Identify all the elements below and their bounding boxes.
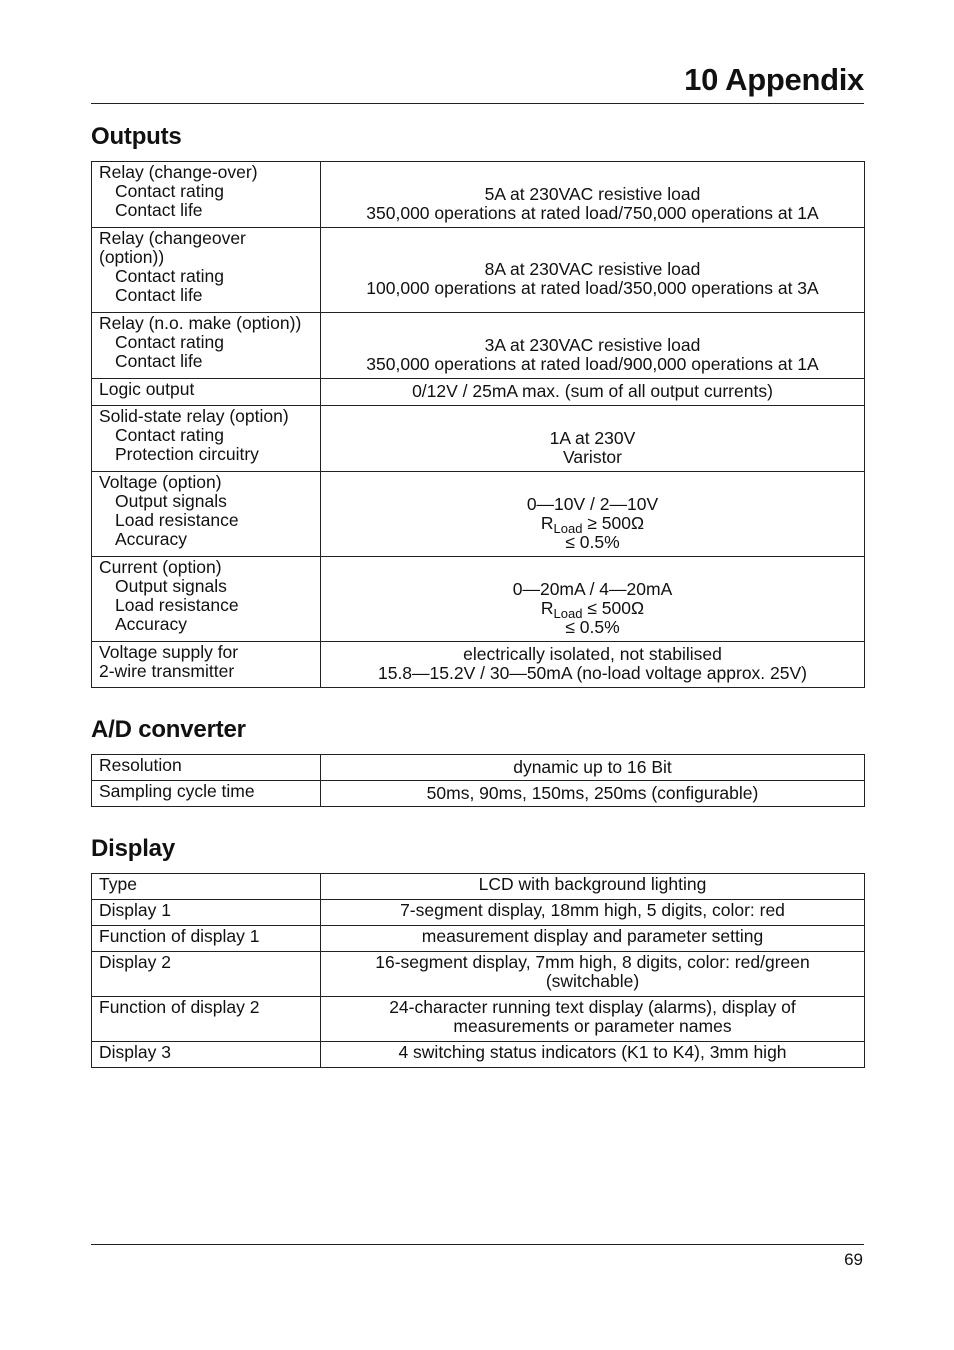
row-value: 4 switching status indicators (K1 to K4), 3mm high [321,1042,865,1068]
row-label [92,406,321,472]
row-label: Type [92,874,321,900]
row-label: Function of display 1 [92,926,321,952]
outputs-table [91,161,865,688]
row-label: Function of display 2 [92,997,321,1042]
subscript: Load [553,605,583,621]
row-item: Accuracy [115,529,187,549]
value-line: ≤ 0.5% [565,531,620,552]
row-item: Load resistance [115,510,239,530]
value-line: 3A at 230VAC resistive load [484,334,701,355]
row-item: Contact rating [115,425,224,445]
table-row [92,874,865,900]
row-value: 7-segment display, 18mm high, 5 digits, color: red [321,900,865,926]
value-line: 15.8—15.2V / 30—50mA (no-load voltage approx. 25V) [377,663,807,683]
row-value [321,162,865,228]
table-row [92,900,865,926]
row-item: Contact rating [115,181,224,201]
resistance-value: ≤ 500Ω [582,597,645,618]
resistance-symbol: R [540,512,554,533]
row-item: Contact life [115,351,203,371]
value-line: ≤ 0.5% [565,616,620,637]
table-row [92,997,865,1042]
display-table [91,873,865,1068]
value-line: 350,000 operations at rated load/900,000 operations at 1A [366,353,819,374]
section-title-display: Display [91,835,175,862]
value-line: 0/12V / 25mA max. (sum of all output currents) [412,381,773,401]
row-item: Accuracy [115,614,187,634]
row-name: Voltage (option) [99,472,222,492]
row-label: Display 2 [92,952,321,997]
table-row [92,379,865,406]
row-item: Protection circuitry [115,444,259,464]
table-row [92,952,865,997]
value-line [328,512,857,536]
resistance-symbol: R [540,597,554,618]
row-name: Relay (change-over) [99,162,258,182]
row-value [321,379,865,406]
row-label [92,162,321,228]
subscript: Load [553,520,583,536]
value-line: measurements or parameter names [453,1016,732,1036]
row-value [321,472,865,557]
header-rule [91,103,864,104]
row-name: (option)) [99,247,165,267]
table-row [92,472,865,557]
row-value [321,313,865,379]
row-value: dynamic up to 16 Bit [321,755,865,781]
row-item: Contact rating [115,332,224,352]
table-row [92,781,865,807]
chapter-title: 10 Appendix [684,62,864,97]
row-item: Load resistance [115,595,239,615]
row-name: Voltage supply for [99,642,239,662]
table-row [92,642,865,688]
row-label [92,228,321,313]
footer-rule [91,1244,864,1245]
value-line: 0—10V / 2—10V [526,493,659,514]
table-row [92,406,865,472]
value-line [328,597,857,621]
value-line: 100,000 operations at rated load/350,000 operations at 3A [366,278,819,298]
adc-table [91,754,865,807]
row-name: Relay (n.o. make (option)) [99,313,302,333]
value-line: electrically isolated, not stabilised [463,644,722,664]
row-label [92,313,321,379]
row-item: Output signals [115,576,227,596]
row-value: 50ms, 90ms, 150ms, 250ms (configurable) [321,781,865,807]
row-item: Contact life [115,285,203,305]
value-line: 24-character running text display (alarms), display of [389,997,796,1017]
row-name: Current (option) [99,557,222,577]
table-row [92,926,865,952]
table-row [92,755,865,781]
value-line: 0—20mA / 4—20mA [512,578,673,599]
row-name: Logic output [99,379,195,399]
row-value [321,406,865,472]
row-value: measurement display and parameter setting [321,926,865,952]
value-line: (switchable) [545,971,640,991]
row-label: Display 1 [92,900,321,926]
row-label [92,472,321,557]
row-item: Output signals [115,491,227,511]
value-line: 8A at 230VAC resistive load [484,259,701,279]
row-label: Display 3 [92,1042,321,1068]
row-item: Contact rating [115,266,224,286]
table-row [92,557,865,642]
section-title-adc: A/D converter [91,716,246,743]
row-value [321,952,865,997]
value-line: 5A at 230VAC resistive load [484,183,701,204]
value-line: 16-segment display, 7mm high, 8 digits, color: red/green [375,952,810,972]
resistance-value: ≥ 500Ω [582,512,645,533]
row-value [321,557,865,642]
row-value [321,228,865,313]
value-line: 350,000 operations at rated load/750,000 operations at 1A [366,202,819,223]
row-label [92,557,321,642]
row-label [92,642,321,688]
row-label: Resolution [92,755,321,781]
row-value [321,642,865,688]
row-name: Solid-state relay (option) [99,406,289,426]
table-row [92,313,865,379]
table-row [92,162,865,228]
page-number: 69 [844,1250,863,1269]
row-value [321,997,865,1042]
value-line: 1A at 230V [549,427,636,448]
table-row [92,228,865,313]
row-value: LCD with background lighting [321,874,865,900]
row-name: Relay (changeover [99,228,246,248]
row-item: Contact life [115,200,203,220]
table-row [92,1042,865,1068]
row-label: Sampling cycle time [92,781,321,807]
value-line: Varistor [563,446,622,467]
row-label [92,379,321,406]
section-title-outputs: Outputs [91,123,182,150]
row-name: 2-wire transmitter [99,661,235,681]
